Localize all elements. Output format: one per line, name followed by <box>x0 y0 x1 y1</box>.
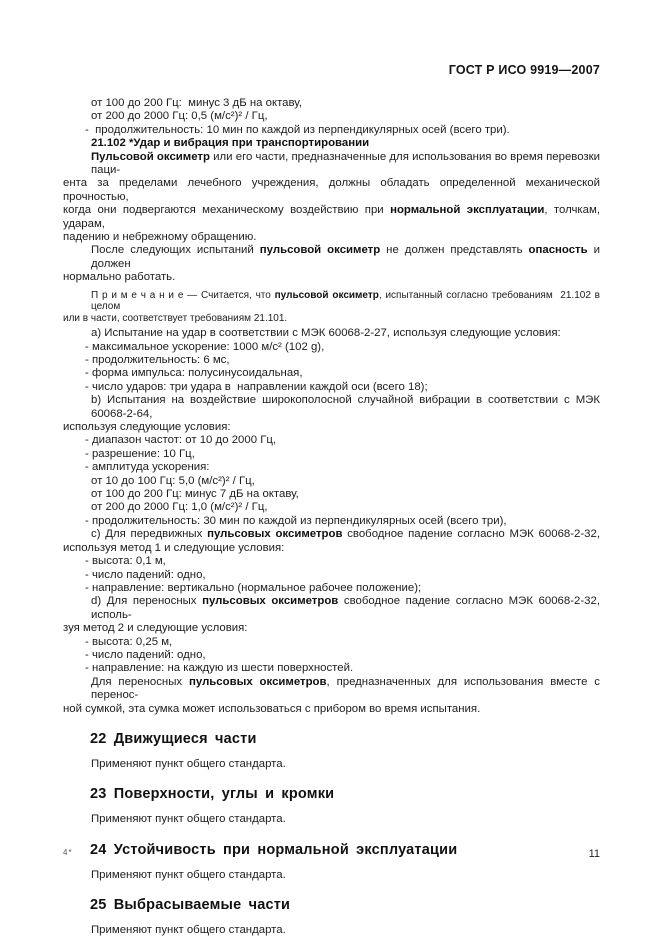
section-heading: 25 Выбрасываемые части <box>90 897 291 914</box>
text-run: от 200 до 2000 Гц: 1,0 (м/с²)² / Гц, <box>91 501 268 514</box>
text-run: свободное падение согласно МЭК 60068-2-32, <box>342 528 600 541</box>
text-run: - направление: вертикально (нормальное рабочее положение); <box>85 581 422 594</box>
text-run: Для переносных <box>91 675 189 688</box>
text-run: используя следующие условия: <box>63 421 231 434</box>
text-run: - разрешение: 10 Гц, <box>85 447 195 460</box>
text-line <box>63 394 604 421</box>
text-run: d) Для переносных <box>91 595 203 608</box>
text-line <box>63 341 600 354</box>
text-run: - высота: 0,1 м, <box>85 555 166 568</box>
text-run: - форма импульса: полусинусоидальная, <box>85 367 303 380</box>
text-line <box>63 461 600 474</box>
text-line <box>63 501 600 514</box>
text-line <box>63 244 604 271</box>
text-line <box>63 813 600 826</box>
text-run: падению и небрежному обращению. <box>63 231 257 244</box>
text-line <box>63 327 600 340</box>
bold-term: опасность <box>528 244 588 257</box>
text-run: После следующих испытаний <box>91 244 260 257</box>
text-run: a) Испытание на удар в соответствии с МЭК 60068-2-27, используя следующие условия: <box>91 327 561 340</box>
text-run: - продолжительность: 30 мин по каждой из перпендикулярных осей (всего три), <box>85 514 507 527</box>
bold-term: Пульсовой оксиметр <box>91 150 210 163</box>
text-line <box>63 204 604 231</box>
text-line <box>63 595 604 622</box>
text-run: - число падений: одно, <box>85 648 206 661</box>
text-line <box>63 582 600 595</box>
text-run: - число падений: одно, <box>85 568 206 581</box>
text-line <box>63 110 600 123</box>
document-content <box>63 97 604 936</box>
bold-term: пульсовых оксиметров <box>202 595 339 608</box>
text-line <box>63 675 604 703</box>
text-line <box>63 758 600 771</box>
text-run: свободное падение согласно МЭК 60068-2-32, исполь- <box>91 595 604 621</box>
text-line <box>63 150 604 178</box>
text-run: или в части, соответствует требованиям 21.101. <box>63 312 288 324</box>
text-line <box>63 271 600 284</box>
text-line <box>63 569 600 582</box>
text-run: нормально работать. <box>63 271 176 284</box>
text-line <box>63 434 600 447</box>
text-run: - продолжительность: 10 мин по каждой из перпендикулярных осей (всего три). <box>85 123 510 136</box>
text-line <box>63 475 600 488</box>
text-line <box>63 515 600 528</box>
text-run: , испытанный согласно требованиям 21.102 в целом <box>91 289 603 313</box>
standard-designation-header: ГОСТ Р ИСО 9919—2007 <box>448 63 600 77</box>
text-line <box>63 528 600 541</box>
bold-term: пульсовых оксиметров <box>189 675 327 688</box>
text-run: от 100 до 200 Гц: минус 7 дБ на октаву, <box>91 488 299 501</box>
text-run: или его части, предназначенные для использования во время перевозки паци- <box>91 150 604 177</box>
text-line <box>63 354 600 367</box>
text-line <box>63 649 600 662</box>
page-footer <box>63 848 600 860</box>
text-line <box>63 177 604 204</box>
text-run: - число ударов: три удара в направлении каждой оси (всего 18); <box>85 380 428 393</box>
text-run: , предназначенных для использования вместе с перенос- <box>91 675 604 702</box>
text-run: когда они подвергаются механическому воздействию при <box>63 204 391 217</box>
bold-term: нормальной эксплуатации <box>390 204 545 217</box>
text-line <box>63 367 600 380</box>
text-run: от 200 до 2000 Гц: 0,5 (м/с²)² / Гц, <box>91 110 268 123</box>
text-line <box>63 662 600 675</box>
text-line <box>63 622 600 635</box>
section-heading: 24 Устойчивость при нормальной эксплуатации <box>90 841 458 858</box>
text-run: ной сумкой, эта сумка может использоваться с прибором во время испытания. <box>63 702 481 715</box>
text-run: , толчкам, ударам, <box>63 204 604 230</box>
text-run: от 10 до 100 Гц: 5,0 (м/с²)² / Гц, <box>91 474 255 487</box>
note-line <box>63 289 603 313</box>
text-line <box>63 869 600 882</box>
text-run: - амплитуда ускорения: <box>85 461 210 474</box>
text-line <box>63 703 600 716</box>
text-line <box>63 381 600 394</box>
text-run: и должен <box>91 244 604 270</box>
text-run: П р и м е ч а н и е — Считается, что <box>91 289 275 301</box>
section-heading: 22 Движущиеся части <box>90 730 257 747</box>
text-line <box>63 636 600 649</box>
text-line <box>63 124 600 137</box>
text-line <box>63 97 600 110</box>
text-line <box>63 231 600 244</box>
page-number: 11 <box>588 848 600 860</box>
text-run: Применяют пункт общего стандарта. <box>91 757 286 770</box>
text-line <box>63 542 600 555</box>
text-line <box>63 421 600 434</box>
text-line <box>63 137 600 150</box>
text-run: - высота: 0,25 м, <box>85 635 173 648</box>
text-run: от 100 до 200 Гц: минус 3 дБ на октаву, <box>91 97 303 109</box>
text-run: не должен представлять <box>380 244 529 257</box>
text-line <box>63 924 600 936</box>
bold-term: пульсовых оксиметров <box>207 528 343 541</box>
text-line <box>63 488 600 501</box>
note-line <box>63 313 600 325</box>
text-line <box>63 555 600 568</box>
text-run: зуя метод 2 и следующие условия: <box>63 622 248 635</box>
text-run: b) Испытания на воздействие широкополосной случайной вибрации в соответствии с МЭК 60068-2-64, <box>91 394 604 420</box>
text-run: ента за пределами лечебного учреждения, должны обладать определенной механической прочностью, <box>63 177 604 203</box>
text-run: - максимальное ускорение: 1000 м/с² (102 g), <box>85 340 325 353</box>
print-signature-mark: 4* <box>63 848 73 857</box>
section-heading: 23 Поверхности, углы и кромки <box>90 786 335 803</box>
text-run: используя метод 1 и следующие условия: <box>63 541 285 554</box>
text-line <box>63 448 600 461</box>
bold-term: пульсовой оксиметр <box>274 289 379 301</box>
bold-term: пульсовой оксиметр <box>259 244 381 257</box>
text-run: c) Для передвижных <box>91 528 208 541</box>
text-run: Применяют пункт общего стандарта. <box>91 924 286 936</box>
text-run: - диапазон частот: от 10 до 2000 Гц, <box>85 434 277 447</box>
text-run: - продолжительность: 6 мс, <box>85 354 230 366</box>
bold-term: 21.102 *Удар и вибрация при транспортировании <box>91 137 370 150</box>
text-run: Применяют пункт общего стандарта. <box>91 868 286 881</box>
text-run: - направление: на каждую из шести поверхностей. <box>85 662 354 675</box>
text-run: Применяют пункт общего стандарта. <box>91 813 286 826</box>
